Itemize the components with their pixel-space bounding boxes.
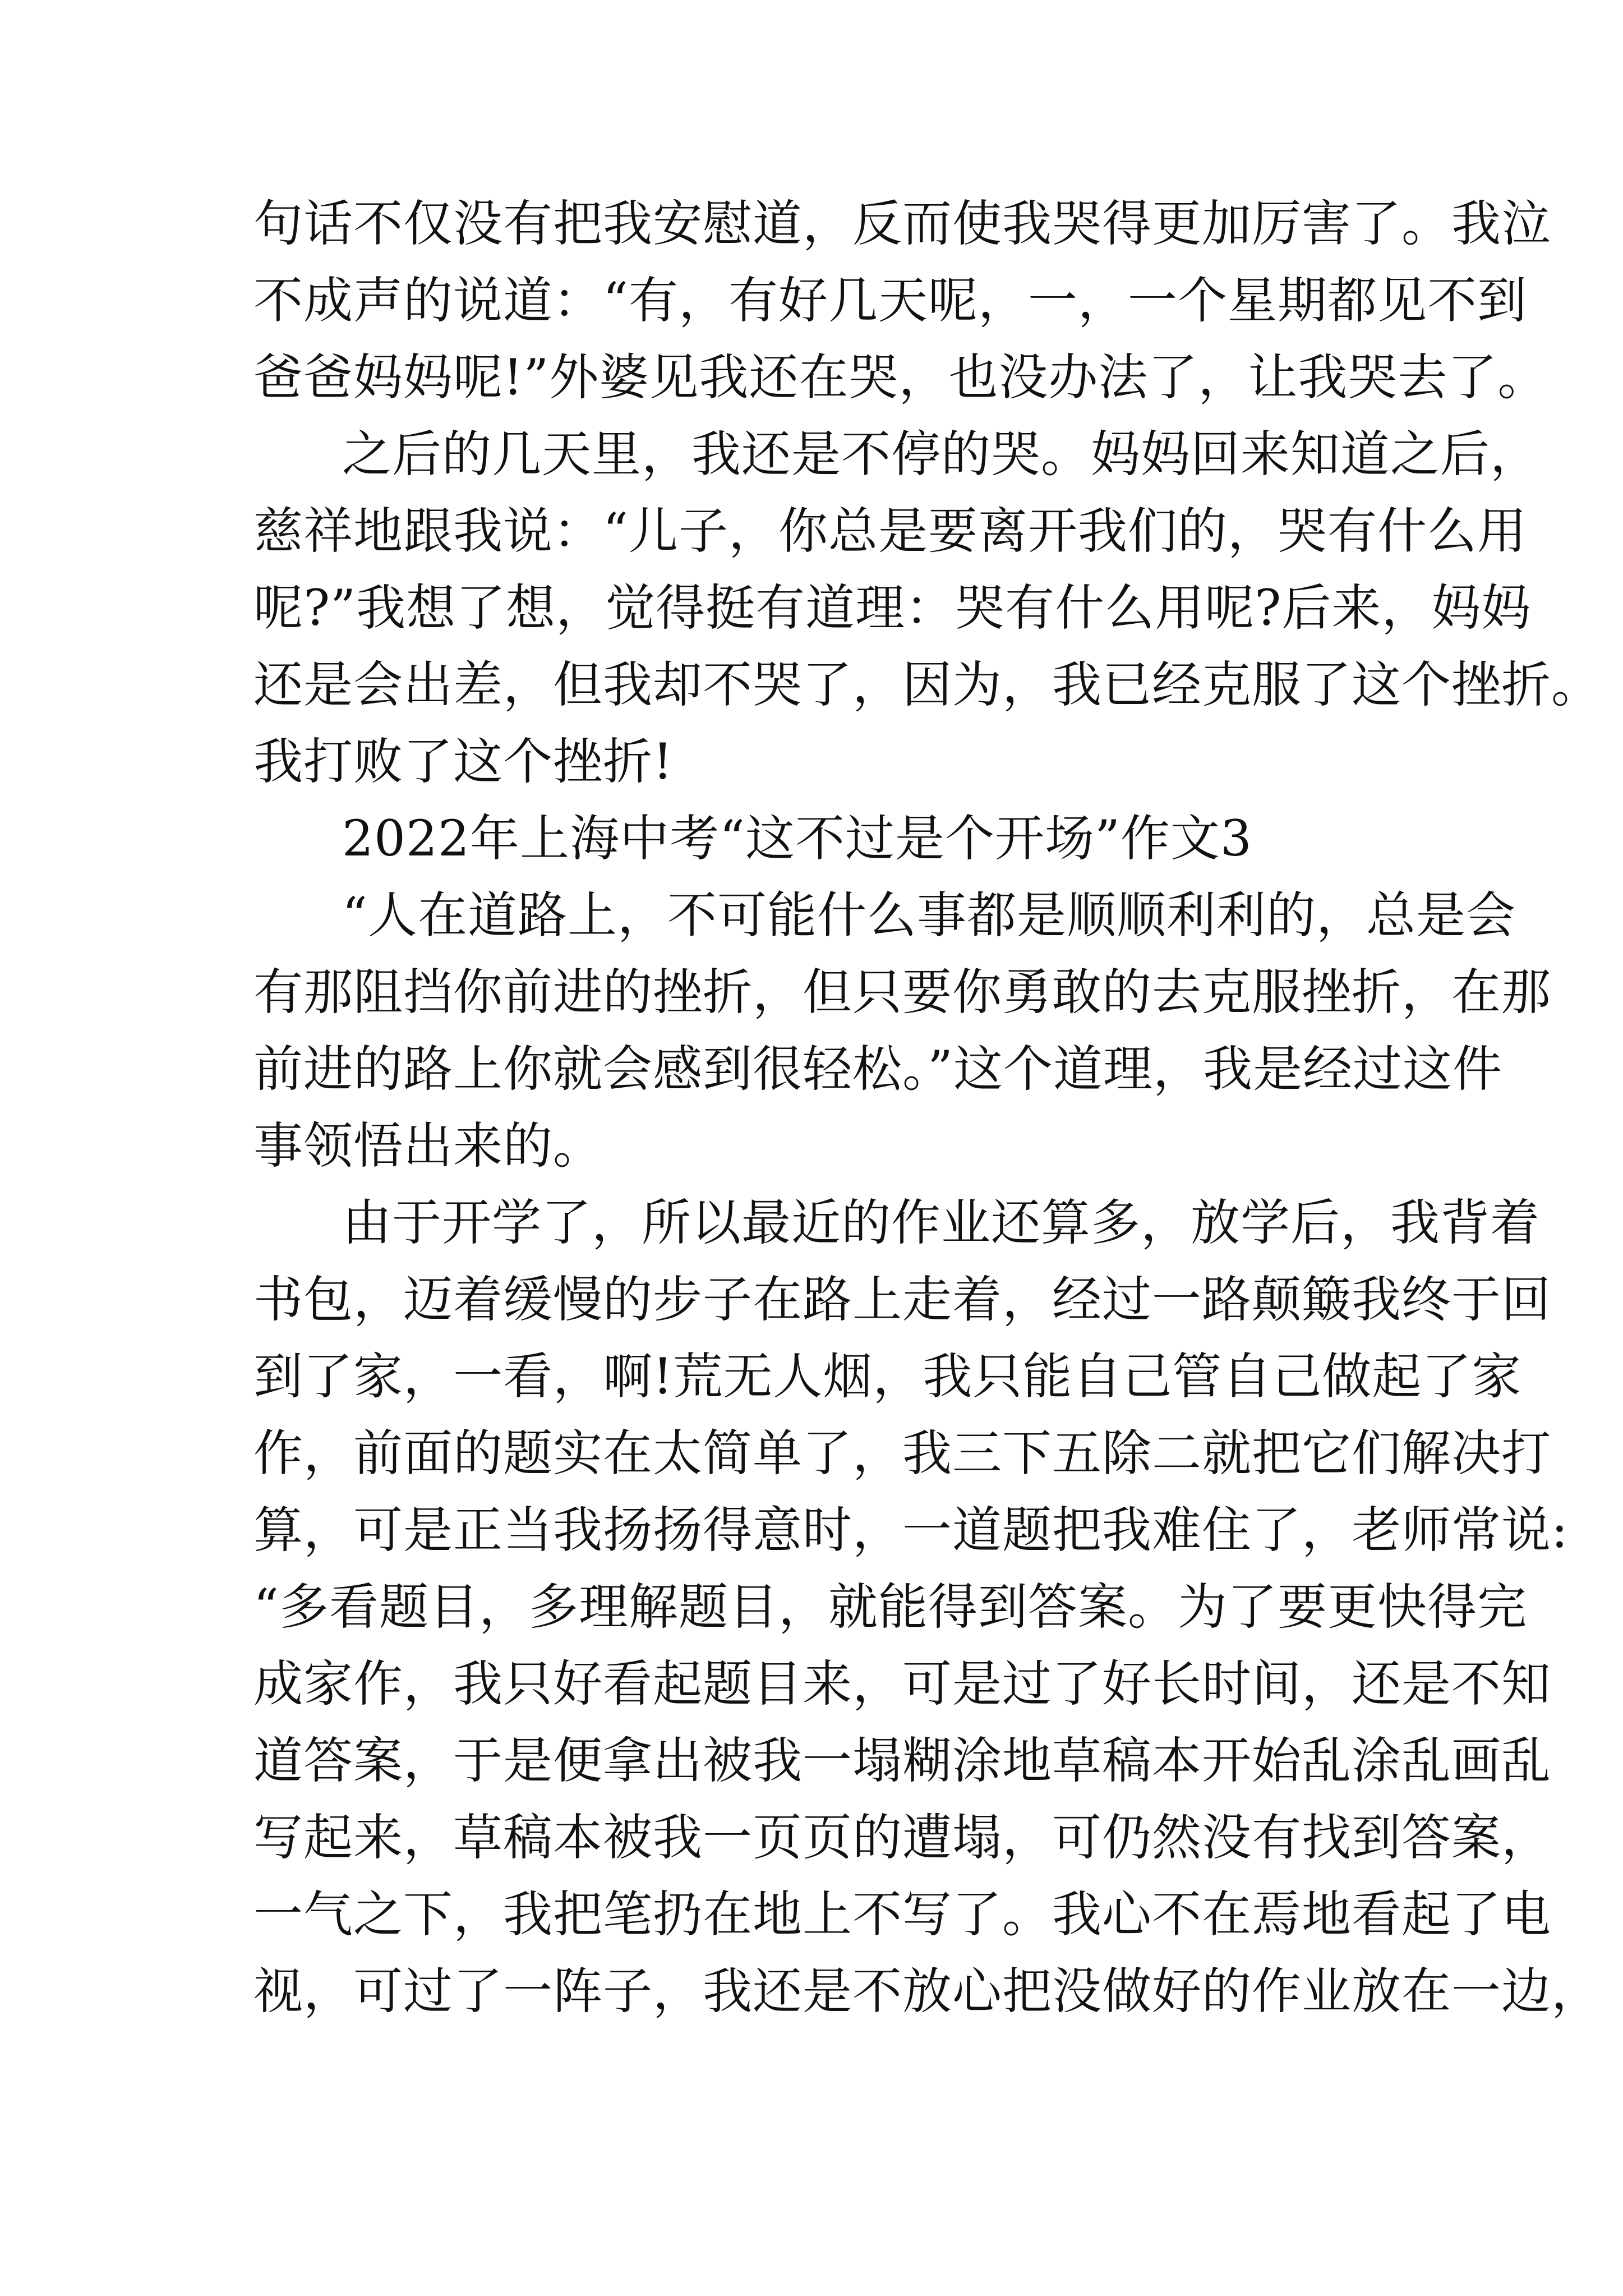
text-line: 呢?”我想了想，觉得挺有道理：哭有什么用呢?后来，妈妈: [253, 579, 1532, 637]
paragraph-first-line: “人在道路上，不可能什么事都是顺顺利利的，总是会: [342, 886, 1516, 944]
text-line: 道答案，于是便拿出被我一塌糊涂地草稿本开始乱涂乱画乱: [253, 1732, 1552, 1789]
text-line: 成家作，我只好看起题目来，可是过了好长时间，还是不知: [253, 1655, 1552, 1713]
paragraph-first-line: 之后的几天里，我还是不停的哭。妈妈回来知道之后，: [342, 425, 1541, 483]
text-line: 有那阻挡你前进的挫折，但只要你勇敢的去克服挫折，在那: [253, 963, 1552, 1021]
text-line: 慈祥地跟我说：“儿子，你总是要离开我们的，哭有什么用: [253, 502, 1527, 560]
text-line: 算，可是正当我扬扬得意时，一道题把我难住了，老师常说:: [253, 1501, 1569, 1559]
text-line: 不成声的说道：“有，有好几天呢，一，一个星期都见不到: [253, 272, 1527, 329]
text-line: 书包，迈着缓慢的步子在路上走着，经过一路颠簸我终于回: [253, 1271, 1552, 1328]
paragraph-first-line: 由于开学了，所以最近的作业还算多，放学后，我背着: [342, 1194, 1541, 1251]
text-line: 视，可过了一阵子，我还是不放心把没做好的作业放在一边，: [253, 1962, 1602, 2020]
text-line: 到了家，一看，啊!荒无人烟，我只能自己管自己做起了家: [253, 1347, 1522, 1405]
text-line: 前进的路上你就会感到很轻松。”这个道理，我是经过这件: [253, 1040, 1502, 1098]
text-line: 一气之下，我把笔扔在地上不写了。我心不在焉地看起了电: [253, 1885, 1552, 1943]
text-line: 还是会出差，但我却不哭了，因为，我已经克服了这个挫折。: [253, 656, 1602, 714]
text-line: 事领悟出来的。: [253, 1117, 603, 1175]
text-line: “多看题目，多理解题目，就能得到答案。为了要更快得完: [253, 1578, 1527, 1636]
text-line: 我打败了这个挫折!: [253, 733, 674, 790]
text-line: 句话不仅没有把我安慰道，反而使我哭得更加厉害了。我泣: [253, 195, 1552, 252]
text-line: 爸爸妈妈呢!”外婆见我还在哭，也没办法了，让我哭去了。: [253, 348, 1548, 406]
text-line: 作，前面的题实在太简单了，我三下五除二就把它们解决打: [253, 1424, 1552, 1482]
essay-text: [253, 185, 1602, 2030]
text-line: 写起来，草稿本被我一页页的遭塌，可仍然没有找到答案，: [253, 1809, 1552, 1866]
section-heading: 2022年上海中考“这不过是个开场”作文3: [342, 809, 1252, 867]
